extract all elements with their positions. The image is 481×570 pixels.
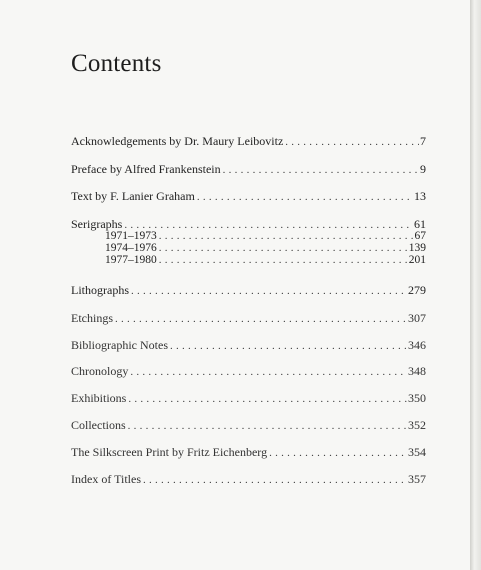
toc-entry-bibliographic-notes [71, 338, 426, 353]
leader-dots [269, 446, 407, 460]
toc-entry-acknowledgements [71, 134, 426, 149]
leader-dots [115, 312, 407, 326]
toc-subentry-page: 201 [408, 254, 426, 266]
leader-dots [197, 190, 413, 204]
toc-entry-label: The Silkscreen Print by Fritz Eichenberg [71, 445, 268, 459]
toc-entry-lithographs [71, 283, 426, 298]
toc-entry-page: 9 [420, 162, 426, 176]
leader-dots [131, 284, 407, 298]
toc-subentry-page: 139 [408, 242, 426, 254]
toc-entry-page: 7 [420, 134, 426, 148]
toc-entry-label: Text by F. Lanier Graham [71, 189, 195, 203]
toc-subentry-label: 1971–1973 [105, 230, 157, 242]
toc-entry-page: 279 [408, 283, 426, 297]
leader-dots [128, 392, 407, 406]
toc-entry-label: Etchings [71, 311, 113, 325]
toc-entry-page: 352 [408, 418, 426, 432]
toc-subentry-label: 1977–1980 [105, 254, 157, 266]
toc-entry-label: Index of Titles [71, 472, 142, 486]
toc-entry-etchings [71, 311, 426, 326]
toc-entry-page: 348 [408, 364, 426, 378]
page-title: Contents [71, 50, 162, 77]
toc-entry-page: 307 [408, 311, 426, 325]
leader-dots [143, 473, 407, 487]
toc-entry-label: Exhibitions [71, 391, 127, 405]
toc-entry-text [71, 189, 426, 204]
toc-entry-chronology [71, 364, 426, 379]
toc-subentry-page: 67 [414, 230, 426, 242]
leader-dots [285, 135, 419, 149]
toc-entry-page: 61 [414, 217, 426, 231]
toc-entry-silkscreen-print [71, 445, 426, 460]
toc-entry-label: Lithographs [71, 283, 129, 297]
toc-entry-page: 357 [408, 472, 426, 486]
toc-entry-page: 354 [408, 445, 426, 459]
leader-dots [223, 163, 419, 177]
leader-dots [170, 339, 407, 353]
leader-dots [130, 365, 407, 379]
leader-dots [128, 419, 407, 433]
toc-entry-label: Acknowledgements by Dr. Maury Leibovitz [71, 134, 284, 148]
toc-entry-label: Bibliographic Notes [71, 338, 168, 352]
leader-dots [159, 253, 408, 267]
toc-entry-preface [71, 162, 426, 177]
toc-entry-page: 346 [408, 338, 426, 352]
toc-entry-label: Collections [71, 418, 126, 432]
toc-subentry-1977-1980 [105, 253, 426, 267]
toc-entry-collections [71, 418, 426, 433]
toc-entry-label: Chronology [71, 364, 129, 378]
toc-entry-page: 13 [414, 189, 426, 203]
toc-entry-label: Preface by Alfred Frankenstein [71, 162, 221, 176]
toc-entry-exhibitions [71, 391, 426, 406]
book-gutter [470, 0, 481, 570]
toc-entry-index-of-titles [71, 472, 426, 487]
toc-subentry-label: 1974–1976 [105, 242, 157, 254]
toc-entry-label: Serigraphs [71, 217, 123, 231]
toc-entry-page: 350 [408, 391, 426, 405]
